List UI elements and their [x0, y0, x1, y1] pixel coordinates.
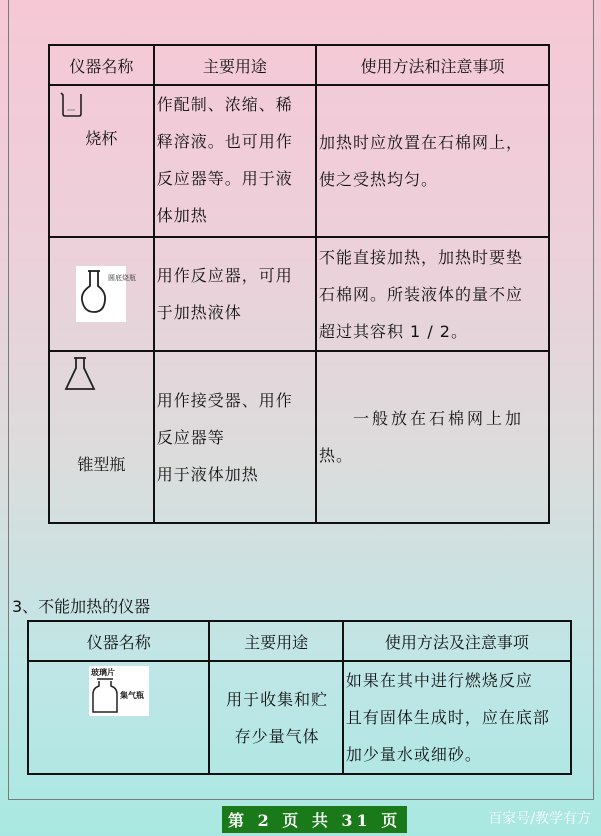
- table-header-row: [28, 621, 571, 661]
- gas-jar-icon: [89, 666, 149, 716]
- header-usage-notes: 使用方法及注意事项: [343, 621, 571, 661]
- note-line: 石棉网。所装液体的量不应: [318, 284, 523, 304]
- use-line: 于加热液体: [156, 303, 242, 322]
- note-line: 热。: [318, 446, 353, 465]
- use-cell: [154, 85, 316, 237]
- instrument-cell: [49, 351, 154, 523]
- use-line: 用作反应器，可用: [156, 266, 293, 285]
- instrument-cell: [28, 661, 209, 774]
- watermark: 百家号/教学有方: [488, 811, 591, 827]
- use-line: 释溶液。也可用作: [156, 132, 293, 151]
- use-line: 用于收集和贮: [226, 689, 329, 709]
- instrument-name: 烧杯: [85, 129, 118, 148]
- use-line: 作配制、浓缩、稀: [156, 95, 293, 114]
- page-number-footer: 第 2 页 共 31 页: [222, 806, 407, 833]
- instrument-name: 锥型瓶: [77, 455, 126, 474]
- table-header-row: [49, 45, 549, 85]
- instrument-cell: [49, 85, 154, 237]
- table-row: [49, 237, 549, 351]
- header-main-use: 主要用途: [209, 621, 342, 661]
- header-instrument-name: 仪器名称: [28, 621, 209, 661]
- use-line: 用于液体加热: [156, 464, 259, 484]
- gas-jar-label: 集气瓶: [119, 691, 144, 700]
- use-cell: [209, 661, 342, 774]
- section-title: 3、不能加热的仪器: [12, 597, 151, 616]
- notes-cell: [316, 237, 549, 351]
- notes-cell: [316, 351, 549, 523]
- use-cell: [154, 351, 316, 523]
- conical-flask-icon: [64, 356, 153, 396]
- use-line: 体加热: [156, 206, 208, 225]
- table-row: [49, 351, 549, 523]
- note-line: 加热时应放置在石棉网上，: [318, 133, 523, 152]
- note-line: 不能直接加热，加热时要垫: [318, 247, 523, 267]
- use-line: 用作接受器、用作: [156, 390, 293, 410]
- note-line: 一般放在石棉网上加: [352, 409, 524, 428]
- flask-label: 圆底烧瓶: [108, 274, 137, 282]
- note-line: 使之受热均匀。: [318, 170, 438, 189]
- use-cell: [154, 237, 316, 351]
- glass-slide-label: 玻璃片: [90, 668, 115, 677]
- note-line: 如果在其中进行燃烧反应: [345, 671, 533, 690]
- use-line: 反应器等: [156, 427, 225, 447]
- use-line: 反应器等。用于液: [156, 169, 293, 188]
- note-line: 超过其容积 1 / 2。: [318, 321, 468, 341]
- header-main-use: 主要用途: [154, 45, 316, 85]
- instrument-cell: [49, 237, 154, 351]
- instrument-table-non-heatable: [27, 620, 572, 775]
- notes-cell: [343, 661, 571, 774]
- note-line: 加少量水或细砂。: [345, 745, 482, 764]
- use-line: 存少量气体: [234, 726, 320, 746]
- round-flask-icon: [76, 266, 137, 322]
- header-usage-notes: 使用方法和注意事项: [316, 45, 549, 85]
- note-line: 且有固体生成时，应在底部: [345, 708, 550, 727]
- table-row: [28, 661, 571, 774]
- notes-cell: [316, 85, 549, 237]
- table-row: [49, 85, 549, 237]
- instrument-table-heatable: [48, 44, 550, 524]
- header-instrument-name: 仪器名称: [49, 45, 154, 85]
- beaker-icon: [58, 90, 153, 122]
